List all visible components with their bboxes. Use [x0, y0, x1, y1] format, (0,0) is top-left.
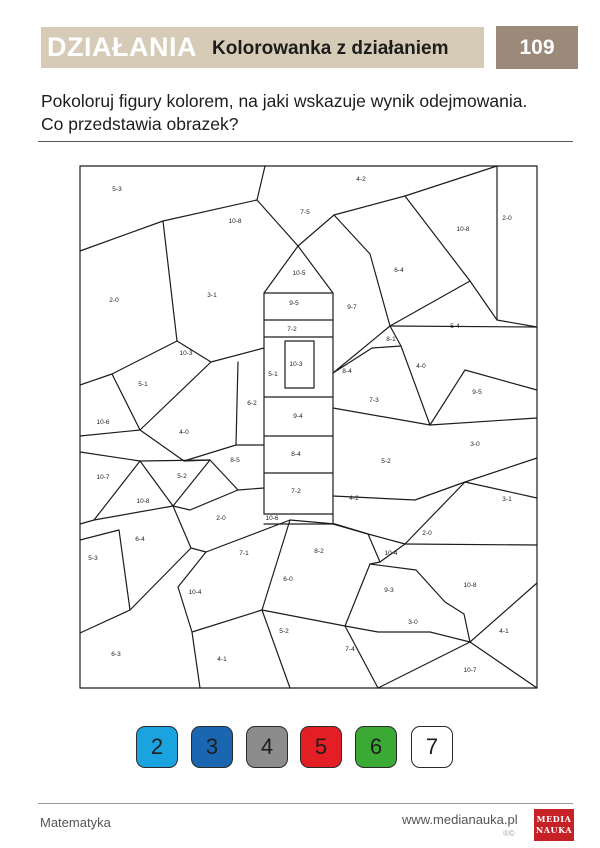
region-label: 10-5 — [292, 270, 306, 277]
color-swatch[interactable] — [300, 726, 342, 768]
region-label: 5-2 — [279, 628, 289, 635]
swatch-label: 2 — [150, 734, 164, 759]
media-nauka-logo — [534, 809, 574, 841]
color-swatch[interactable] — [191, 726, 233, 768]
region-label: 7-3 — [369, 397, 379, 404]
section-title: DZIAŁANIA — [47, 32, 197, 62]
region-label: 10-8 — [463, 582, 477, 589]
region-label: 7-4 — [345, 646, 355, 653]
region-label: 10-4 — [188, 589, 202, 596]
region-label: 7-2 — [287, 326, 297, 333]
color-swatch[interactable] — [355, 726, 397, 768]
region-label: 6-4 — [135, 536, 145, 543]
region-label: 4-2 — [349, 495, 359, 502]
region-label: 6-3 — [111, 651, 121, 658]
region-label: 7-2 — [291, 488, 301, 495]
region-label: 4-2 — [356, 176, 366, 183]
region-label: 10-7 — [96, 474, 110, 481]
region-label: 8-4 — [342, 368, 352, 375]
region-label: 6-0 — [283, 576, 293, 583]
region-label: 10-8 — [228, 218, 242, 225]
region-label: 9-7 — [347, 304, 357, 311]
footer-rights-mark: ®© — [503, 829, 515, 838]
region-label: 10-8 — [136, 498, 150, 505]
region-label: 3-1 — [207, 292, 217, 299]
region-label: 10-3 — [179, 350, 193, 357]
region-label: 2-0 — [109, 297, 119, 304]
region-label: 3-1 — [502, 496, 512, 503]
region-label: 7-5 — [300, 209, 310, 216]
region-label: 10-6 — [265, 515, 279, 522]
region-label: 5-4 — [450, 323, 460, 330]
region-labels — [88, 176, 512, 674]
region-label: 8-4 — [291, 451, 301, 458]
page-number-badge: 109 — [496, 26, 578, 69]
region-label: 2-0 — [216, 515, 226, 522]
swatch-label: 4 — [260, 734, 274, 759]
picture-frame — [80, 166, 537, 688]
region-label: 9-3 — [384, 587, 394, 594]
region-label: 8-2 — [314, 548, 324, 555]
region-label: 9-5 — [472, 389, 482, 396]
footer-subject: Matematyka — [40, 815, 111, 830]
region-label: 9-4 — [293, 413, 303, 420]
region-label: 4-0 — [179, 429, 189, 436]
region-label: 4-1 — [499, 628, 509, 635]
region-label: 4-1 — [217, 656, 227, 663]
logo-line-2: NAUKA — [535, 825, 573, 835]
worksheet-title: Kolorowanka z działaniem — [212, 38, 449, 59]
region-label: 5-2 — [381, 458, 391, 465]
region-label: 5-1 — [138, 381, 148, 388]
color-swatch[interactable] — [411, 726, 453, 768]
region-label: 7-1 — [239, 550, 249, 557]
region-label: 3-0 — [470, 441, 480, 448]
footer-website-link[interactable]: www.medianauka.pl — [402, 812, 518, 827]
logo-line-1: MEDIA — [536, 814, 572, 824]
region-label: 6-4 — [394, 267, 404, 274]
region-label: 5-3 — [112, 186, 122, 193]
region-label: 3-0 — [408, 619, 418, 626]
color-swatch[interactable] — [136, 726, 178, 768]
region-label: 6-2 — [247, 400, 257, 407]
swatch-label: 3 — [205, 734, 219, 759]
footer-divider — [38, 803, 573, 804]
swatch-label: 5 — [314, 734, 328, 759]
region-label: 2-0 — [502, 215, 512, 222]
region-label: 5-1 — [268, 371, 278, 378]
region-label: 10-4 — [384, 550, 398, 557]
instruction-line-1: Pokoloruj figury kolorem, na jaki wskazuje wynik odejmowania. — [41, 91, 528, 111]
region-label: 2-0 — [422, 530, 432, 537]
region-label: 4-0 — [416, 363, 426, 370]
color-swatch[interactable] — [246, 726, 288, 768]
swatch-label: 7 — [425, 734, 439, 759]
region-label: 8-5 — [230, 457, 240, 464]
region-label: 8-1 — [386, 336, 396, 343]
swatch-label: 6 — [369, 734, 383, 759]
region-label: 10-7 — [463, 667, 477, 674]
region-label: 10-3 — [289, 361, 303, 368]
region-label: 5-2 — [177, 473, 187, 480]
region-label: 10-8 — [456, 226, 470, 233]
instruction-line-2: Co przedstawia obrazek? — [41, 114, 239, 134]
region-label: 9-5 — [289, 300, 299, 307]
region-label: 5-3 — [88, 555, 98, 562]
region-label: 10-6 — [96, 419, 110, 426]
